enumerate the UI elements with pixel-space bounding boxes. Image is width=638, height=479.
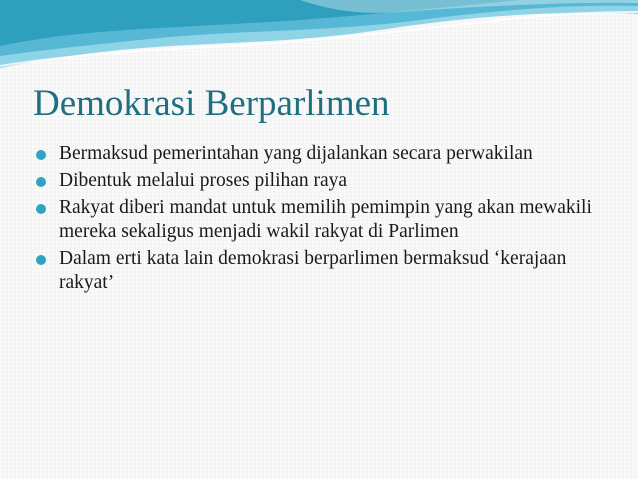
header-wave-decoration — [0, 0, 638, 80]
bullet-item — [36, 142, 606, 166]
bullet-item — [36, 169, 606, 193]
bullet-dot-icon — [36, 255, 46, 265]
bullet-item — [36, 247, 606, 295]
bullet-dot-icon — [36, 204, 46, 214]
bullet-text: Rakyat diberi mandat untuk memilih pemimpin yang akan mewakili mereka sekaligus menjadi wakil rakyat di Parlimen — [59, 197, 592, 242]
slide-title: Demokrasi Berparlimen — [33, 83, 390, 124]
bullet-text: Dibentuk melalui proses pilihan raya — [59, 170, 348, 191]
bullet-text: Dalam erti kata lain demokrasi berparlimen bermaksud ‘kerajaan rakyat’ — [59, 248, 567, 293]
bullet-dot-icon — [36, 150, 46, 160]
bullet-list — [36, 142, 606, 298]
bullet-text: Bermaksud pemerintahan yang dijalankan secara perwakilan — [59, 143, 533, 164]
bullet-dot-icon — [36, 177, 46, 187]
bullet-item — [36, 196, 606, 244]
